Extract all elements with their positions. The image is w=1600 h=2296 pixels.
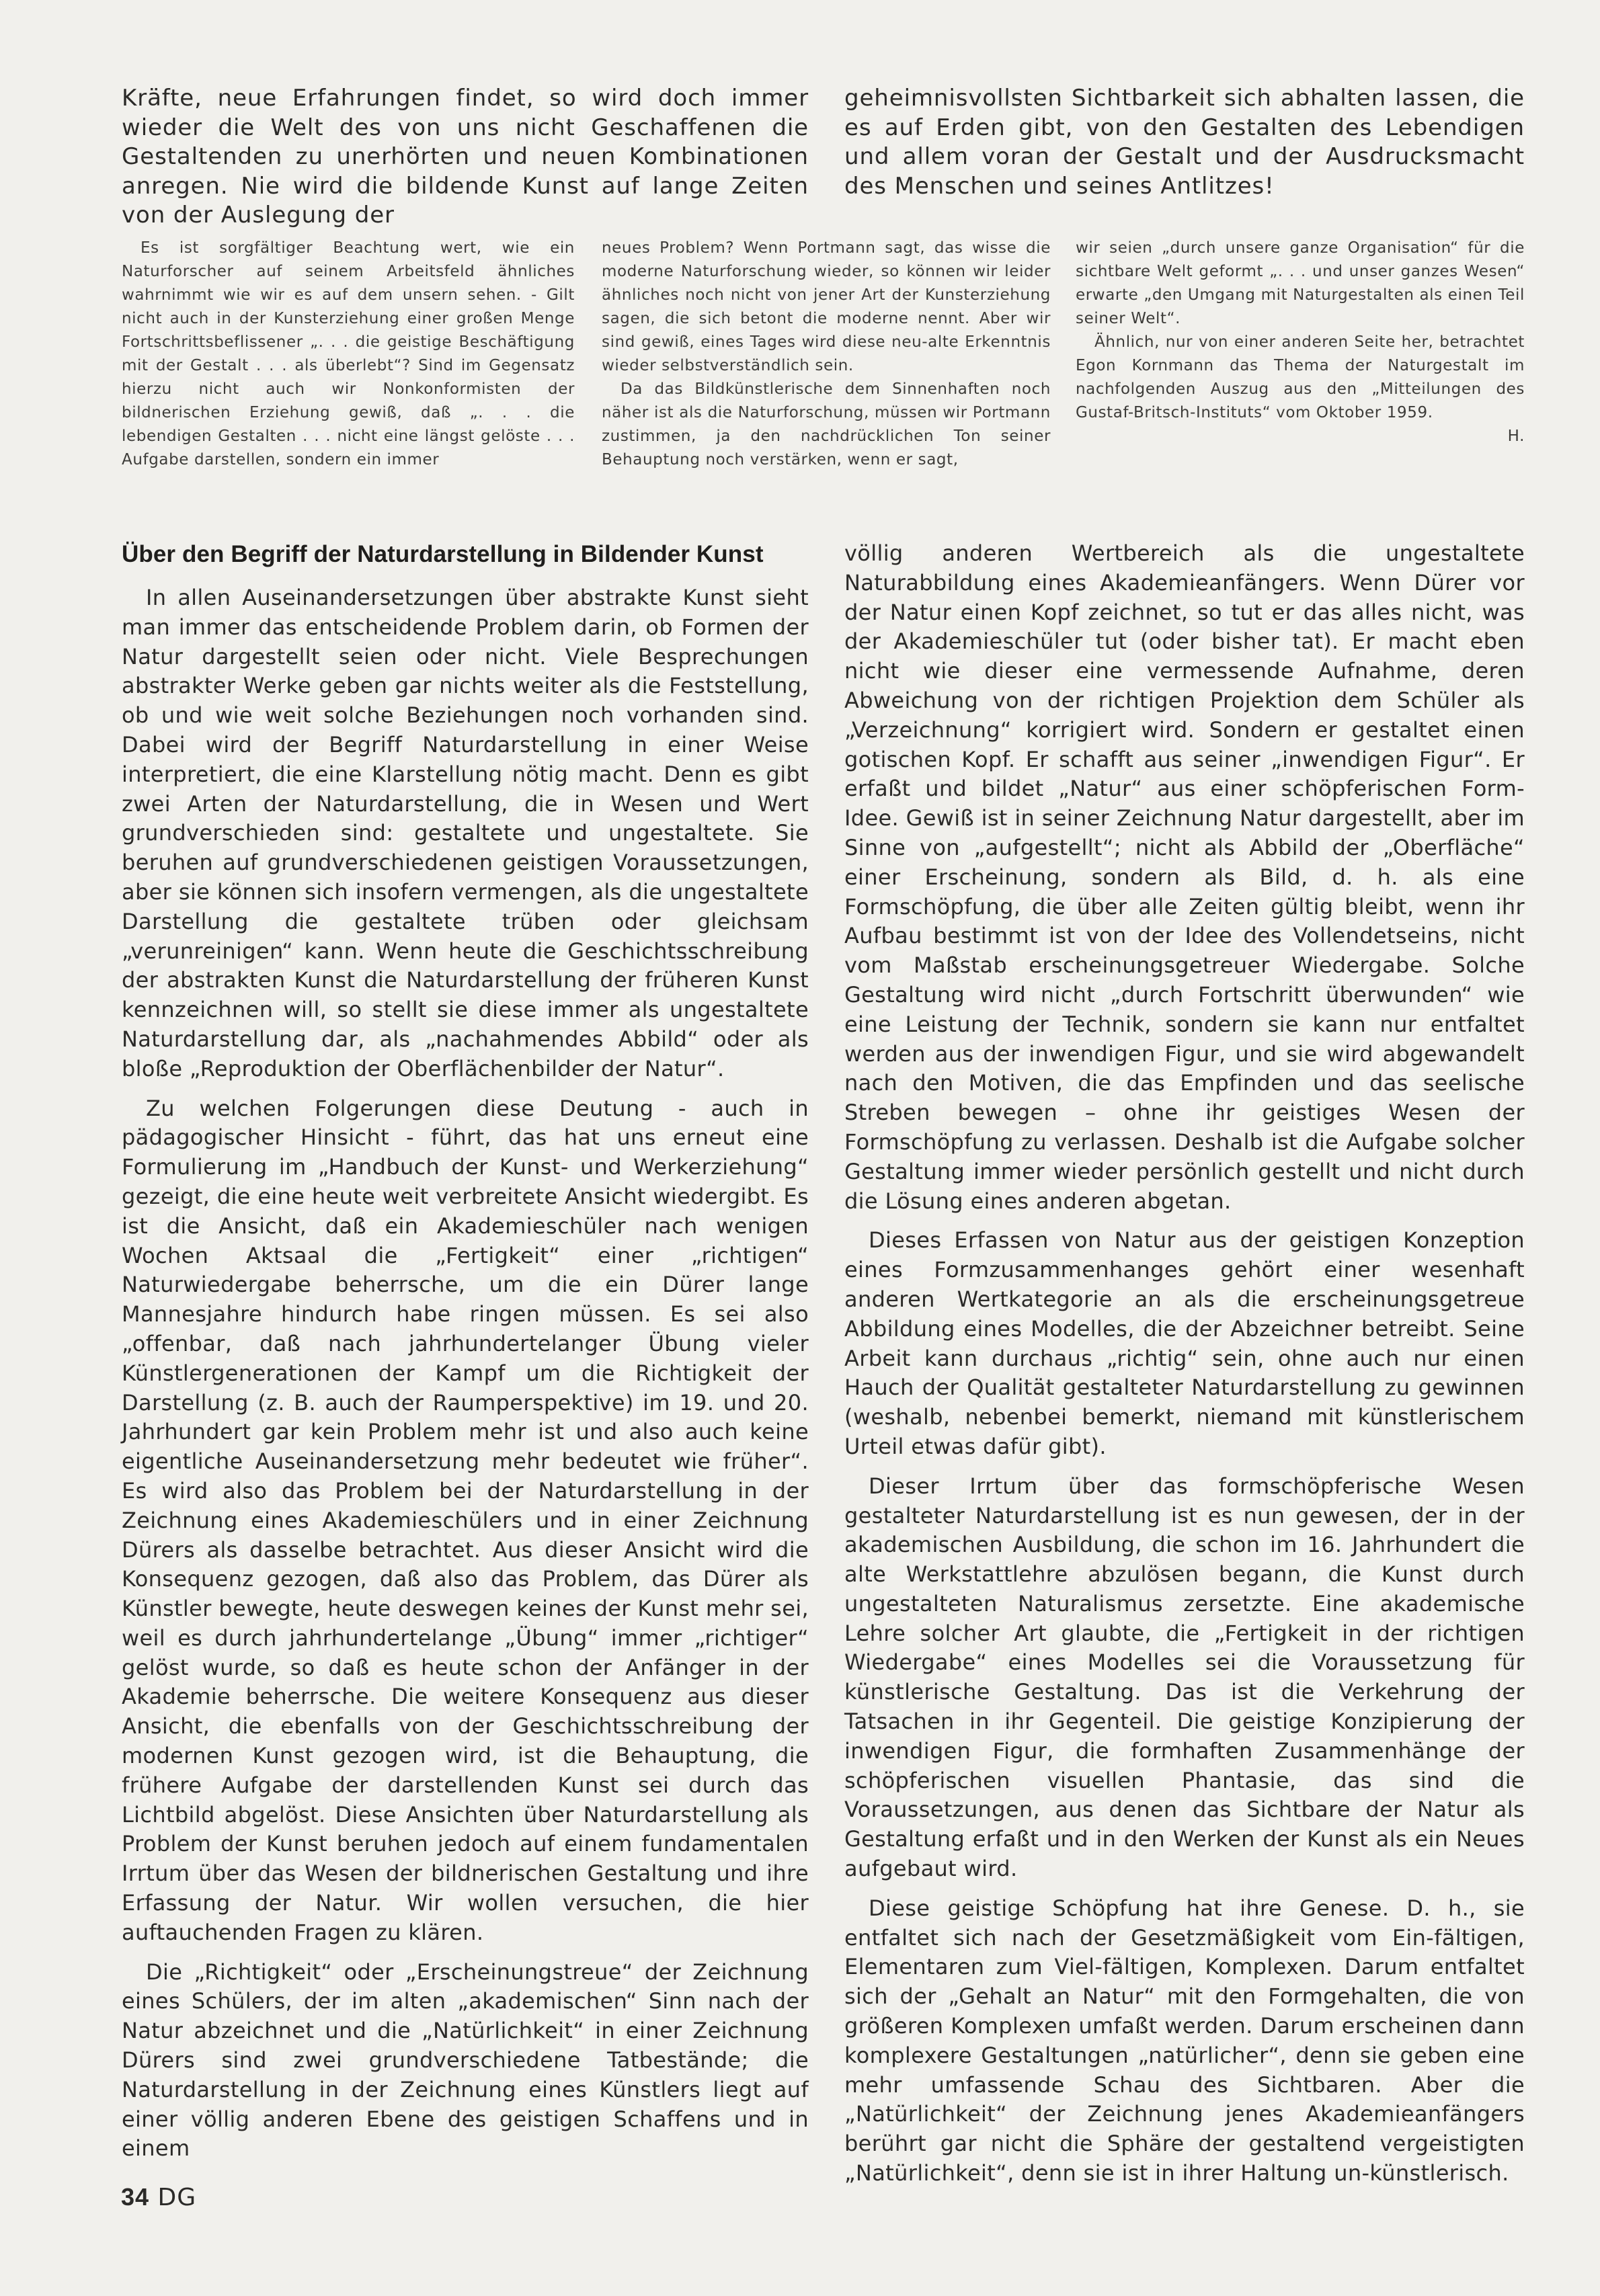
- article-paragraph: Dieses Erfassen von Natur aus der geistigen Konzeption eines Formzusammenhanges gehört einer wesenhaft anderen Wertkategorie an als die erscheinungsgetreue Abbildung eines Modelles, die der Abzeichner betreibt. Seine Arbeit kann durchaus „richtig“ sein, ohne auch nur einen Hauch der Qualität gestalteter Naturdarstellung zu gewinnen (weshalb, nebenbei bemerkt, niemand mit künstlerischem Urteil etwas dafür gibt).: [844, 1227, 1525, 1459]
- page-footer: [121, 2183, 196, 2211]
- editorial-note-text: Da das Bildkünstlerische dem Sinnenhaften noch näher ist als die Naturforschung, müssen wir Portmann zustimmen, ja den nachdrücklichen Ton seiner Behauptung noch verstärken, wenn er sagt,: [602, 380, 1051, 468]
- article-title: Über den Begriff der Naturdarstellung in Bildender Kunst: [122, 541, 764, 567]
- editorial-note-text: Ähnlich, nur von einer anderen Seite her, betrachtet Egon Kornmann das Thema der Naturgestalt im nachfolgenden Auszug aus den „Mitteilungen des Gustaf-Britsch-Instituts“ vom Oktober 1959.: [1076, 333, 1525, 421]
- article-paragraph: In allen Auseinandersetzungen über abstrakte Kunst sieht man immer das entscheidende Problem darin, ob Formen der Natur dargestellt seien oder nicht. Viele Besprechungen abstrakter Werke geben gar nichts weiter als die Feststellung, ob und wie weit solche Beziehungen noch vorhanden sind. Dabei wird der Begriff Naturdarstellung in einer Weise interpretiert, die eine Klarstellung nötig macht. Denn es gibt zwei Arten der Naturdarstellung, die in Wesen und Wert grundverschieden sind: gestaltete und ungestaltete. Sie beruhen auf grundverschiedenen geistigen Voraussetzungen, aber sie können sich insofern vermengen, als die ungestaltete Darstellung die gestaltete trüben oder gleichsam „verunreinigen“ kann. Wenn heute die Geschichtsschreibung der abstrakten Kunst die Naturdarstellung der früheren Kunst kennzeichnen will, so stellt sie diese immer als ungestaltete Naturdarstellung dar, als „nachahmendes Abbild“ oder als bloße „Reproduktion der Oberflächenbilder der Natur“.: [122, 585, 809, 1081]
- journal-abbreviation: DG: [157, 2184, 197, 2211]
- editorial-note-col-1: [122, 237, 575, 472]
- article-left-column: [122, 540, 809, 2174]
- article-paragraph: Zu welchen Folgerungen diese Deutung - auch in pädagogischer Hinsicht - führt, das hat uns erneut eine Formulierung im „Handbuch der Kunst- und Werkerziehung“ gezeigt, die eine heute weit verbreitete Ansicht wiedergibt. Es ist die Ansicht, daß ein Akademieschüler nach wenigen Wochen Aktsaal die „Fertigkeit“ einer „richtigen“ Naturwiedergabe beherrsche, um die ein Dürer lange Mannesjahre hindurch habe ringen müssen. Es sei also „offenbar, daß nach jahrhundertelanger Übung vieler Künstlergenerationen der Kampf um die Richtigkeit der Darstellung (z. B. auch der Raumperspektive) im 19. und 20. Jahrhundert gar kein Problem mehr ist und also auch keine eigentliche Auseinandersetzung mehr bedeutet wie früher“. Es wird also das Problem bei der Naturdarstellung in der Zeichnung eines Akademieschülers und in einer Zeichnung Dürers als dasselbe betrachtet. Aus dieser Ansicht wird die Konsequenz gezogen, daß also das Problem, das Dürer als Künstler bewegte, heute deswegen keines der Kunst mehr sei, weil es durch jahrhundertelange „Übung“ immer „richtiger“ gelöst wurde, so daß es heute schon der Anfänger in der Akademie beherrsche. Die weitere Konsequenz aus dieser Ansicht, die ebenfalls von der Geschichtsschreibung der modernen Kunst gezogen wird, ist die Behauptung, die frühere Aufgabe der darstellenden Kunst sei durch das Lichtbild abgelöst. Diese Ansichten über Naturdarstellung als Problem der Kunst beruhen jedoch auf einem fundamentalen Irrtum über das Wesen der bildnerischen Gestaltung und ihre Erfassung der Natur. Wir wollen versuchen, die hier auftauchenden Fragen zu klären.: [122, 1095, 809, 1945]
- intro-right-text: geheimnisvollsten Sichtbarkeit sich abhalten lassen, die es auf Erden gibt, von den Gestalten des Lebendigen und allem voran der Gestalt und der Ausdrucksmacht des Menschen und seines Antlitzes!: [844, 85, 1525, 200]
- intro-right-column: [844, 84, 1525, 201]
- intro-left-text: Kräfte, neue Erfahrungen findet, so wird doch immer wieder die Welt des von uns nicht Geschaffenen die Gestaltenden zu unerhörten und neuen Kombinationen anregen. Nie wird die bildende Kunst auf lange Zeiten von der Auslegung der: [122, 85, 809, 229]
- editorial-note-col-2: [602, 237, 1051, 472]
- article-paragraph: Die „Richtigkeit“ oder „Erscheinungstreue“ der Zeichnung eines Schülers, der im alten „akademischen“ Sinn nach der Natur abzeichnet und die „Natürlichkeit“ in einer Zeichnung Dürers sind zwei grundverschiedene Tatbestände; die Naturdarstellung in der Zeichnung eines Künstlers liegt auf einer völlig anderen Ebene des geistigen Schaffens und in einem: [122, 1959, 809, 2162]
- page-number: 34: [121, 2183, 150, 2211]
- editorial-note-text: Es ist sorgfältiger Beachtung wert, wie ein Naturforscher auf seinem Arbeitsfeld ähnliches wahrnimmt wie wir es auf dem unsern sehen. - Gilt nicht auch in der Kunsterziehung einer großen Menge Fortschrittsbeflissener „. . . die geistige Beschäftigung mit der Gestalt . . . als überlebt“? Sind im Gegensatz hierzu nicht auch wir Nonkonformisten der bildnerischen Erziehung gewiß, daß „. . . die lebendigen Gestalten . . . nicht eine längst gelöste . . . Aufgabe darstellen, sondern ein immer: [122, 239, 575, 468]
- article-right-column: [844, 539, 1525, 2199]
- article-paragraph: Dieser Irrtum über das formschöpferische Wesen gestalteter Naturdarstellung ist es nun gewesen, der in der akademischen Ausbildung, die schon im 16. Jahrhundert die alte Werkstattlehre abzulösen begann, die Kunst durch ungestalteten Naturalismus zersetzte. Eine akademische Lehre solcher Art glaubte, die „Fertigkeit in der richtigen Wiedergabe“ eines Modelles sei die Voraussetzung für künstlerische Gestaltung. Das ist die Verkehrung der Tatsachen in ihr Gegenteil. Die geistige Konzipierung der inwendigen Figur, die formhaften Zusammenhänge der schöpferischen visuellen Phantasie, das sind die Voraussetzungen, aus denen das Sichtbare der Natur als Gestaltung erfaßt und in den Werken der Kunst als ein Neues aufgebaut wird.: [844, 1473, 1525, 1882]
- article-paragraph: völlig anderen Wertbereich als die ungestaltete Naturabbildung eines Akademieanfängers. Wenn Dürer vor der Natur einen Kopf zeichnet, so tut er das alles nicht, was der Akademieschüler tut (oder bisher tat). Er macht eben nicht wie dieser eine vermessende Aufnahme, deren Abweichung von der richtigen Projektion dem Schüler als „Verzeichnung“ korrigiert wird. Sondern er gestaltet einen gotischen Kopf. Er schafft aus seiner „inwendigen Figur“. Er erfaßt und bildet „Natur“ aus einer schöpferischen Form-Idee. Gewiß ist in seiner Zeichnung Natur dargestellt, aber im Sinne von „aufgestellt“; nicht als Abbild der „Oberfläche“ einer Erscheinung, sondern als Bild, d. h. als eine Formschöpfung, die über alle Zeiten gültig bleibt, wenn ihr Aufbau bestimmt ist von der Idee des Vollendetseins, nicht vom Maßstab erscheinungsgetreuer Wiedergabe. Solche Gestaltung wird nicht „durch Fortschritt überwunden“ wie eine Leistung der Technik, sondern sie kann nur entfaltet werden aus der inwendigen Figur, und sie wird abgewandelt nach den Motiven, die das Empfinden und das seelische Streben bewegen – ohne ihr geistiges Wesen der Formschöpfung zu verlassen. Deshalb ist die Aufgabe solcher Gestaltung immer wieder persönlich gestellt und nicht durch die Lösung eines anderen abgetan.: [844, 540, 1525, 1214]
- editorial-note-text: wir seien „durch unsere ganze Organisation“ für die sichtbare Welt geformt „. . . und unser ganzes Wesen“ erwarte „den Umgang mit Naturgestalten als einen Teil seiner Welt“.: [1076, 239, 1525, 327]
- editorial-note-text: neues Problem? Wenn Portmann sagt, das wisse die moderne Naturforschung wieder, so können wir leider ähnliches noch nicht von jener Art der Kunsterziehung sagen, die sich betont die moderne nennt. Aber wir sind gewiß, eines Tages wird diese neu-alte Erkenntnis wieder selbstverständlich sein.: [602, 239, 1051, 374]
- editorial-signature: H.: [1507, 427, 1525, 445]
- editorial-note-col-3: [1076, 237, 1525, 448]
- intro-left-column: [122, 84, 809, 231]
- article-paragraph: Diese geistige Schöpfung hat ihre Genese. D. h., sie entfaltet sich nach der Gesetzmäßigkeit vom Ein-fältigen, Elementaren zum Viel-fältigen, Komplexen. Darum entfaltet sich der „Gehalt an Natur“ mit den Formgehalten, die von größeren Komplexen umfaßt werden. Darum erscheinen dann komplexere Gestaltungen „natürlicher“, denn sie geben eine mehr umfassende Schau des Sichtbaren. Aber die „Natürlichkeit“ der Zeichnung jenes Akademieanfängers berührt gar nicht die Sphäre der gestaltend vergeistigten „Natürlichkeit“, denn sie ist in ihrer Haltung un-künstlerisch.: [844, 1895, 1525, 2186]
